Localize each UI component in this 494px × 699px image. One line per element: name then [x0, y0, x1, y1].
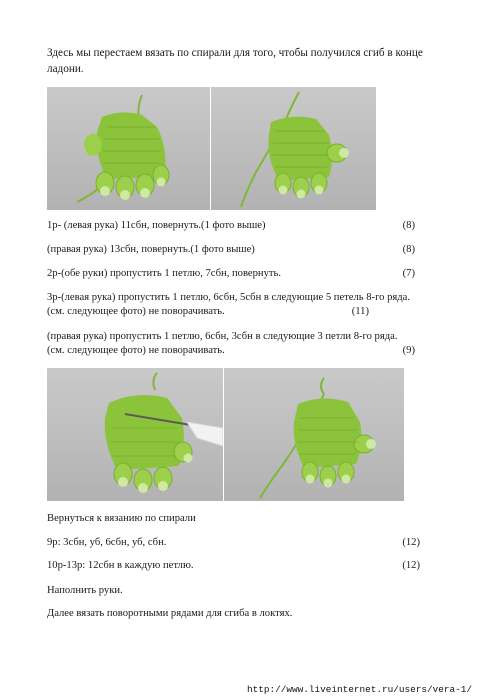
row-text: 3р-(левая рука) пропустить 1 петлю, 6сбн, 5сбн в следующие 5 петель 8-го ряда. — [47, 292, 411, 303]
stitch-count: (11) — [351, 306, 369, 317]
photo-hand-4 — [224, 368, 404, 501]
row-text: 2р-(обе руки) пропустить 1 петлю, 7сбн, повернуть. — [47, 268, 281, 279]
crochet-hand-illustration — [47, 87, 210, 210]
stitch-count: (8) — [402, 244, 415, 255]
row-text-continued: (см. следующее фото) не поворачивать. — [47, 306, 225, 317]
stitch-count: (9) — [402, 345, 415, 356]
crochet-hand-illustration — [211, 87, 376, 210]
row-text: (правая рука) пропустить 1 петлю, 6сбн, 3сбн в следующие 3 петли 8-го ряда. — [47, 331, 398, 342]
fill-instruction: Наполнить руки. — [47, 585, 123, 596]
photo-hand-hook-3 — [47, 368, 223, 501]
source-url: http://www.liveinternet.ru/users/vera-1/ — [247, 684, 473, 695]
stitch-count: (8) — [402, 220, 415, 231]
row-3-left-hand — [47, 291, 415, 319]
stitch-count: (12) — [402, 537, 420, 548]
intro-paragraph: Здесь мы перестаем вязать по спирали для того, чтобы получился сгиб в конце ладони. — [47, 47, 423, 75]
row-text: 1р- (левая рука) 11сбн, повернуть.(1 фото выше) — [47, 220, 266, 231]
row-text: 10р-13р: 12сбн в каждую петлю. — [47, 560, 194, 571]
row-text: 9р: 3сбн, уб, 6сбн, уб, сбн. — [47, 537, 167, 548]
row-1-left-hand — [47, 219, 415, 233]
crochet-hand-illustration — [224, 368, 404, 501]
row-text: (правая рука) 13сбн, повернуть.(1 фото выше) — [47, 244, 255, 255]
next-instruction: Далее вязать поворотными рядами для сгиба в локтях. — [47, 608, 293, 619]
row-text-continued: (см. следующее фото) не поворачивать. — [47, 345, 225, 356]
crochet-hand-with-hook-illustration — [47, 368, 223, 501]
row-1-right-hand — [47, 243, 415, 257]
row-2-both-hands — [47, 267, 415, 281]
row-3-right-hand — [47, 330, 415, 358]
row-9 — [47, 536, 420, 550]
stitch-count: (12) — [402, 560, 420, 571]
photo-left-hand-1 — [47, 87, 210, 210]
row-10-13 — [47, 559, 420, 573]
photo-left-hand-2 — [211, 87, 376, 210]
spiral-instruction: Вернуться к вязанию по спирали — [47, 513, 196, 524]
stitch-count: (7) — [402, 268, 415, 279]
